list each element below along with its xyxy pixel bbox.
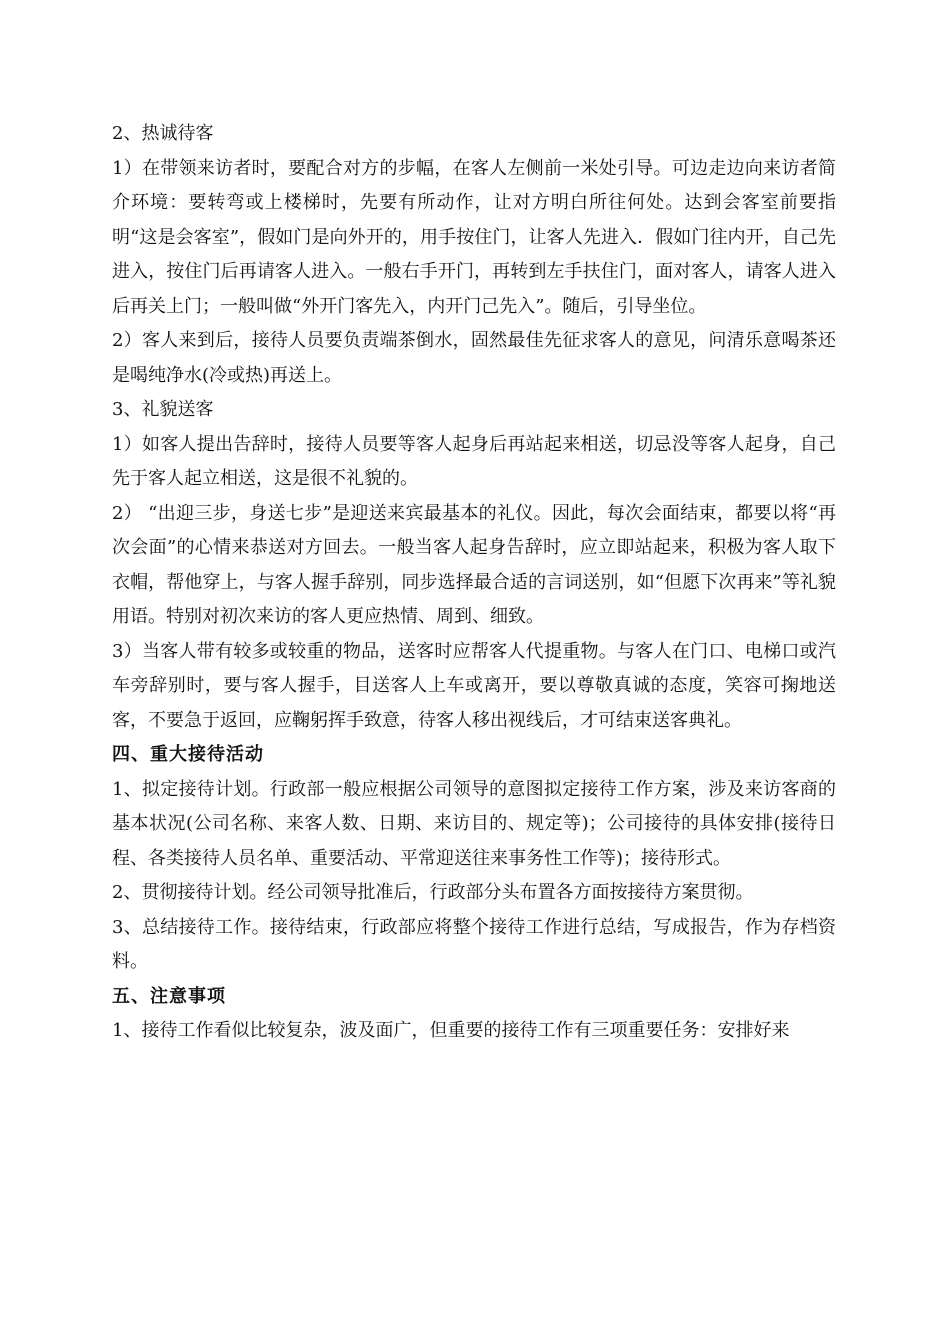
paragraph-summarize-work: 3、总结接待工作。接待结束，行政部应将整个接待工作进行总结，写成报告，作为存档资料。 bbox=[112, 916, 836, 972]
section-heading-notes: 五、注意事项 bbox=[112, 985, 226, 1007]
paragraph-serving-tea: 2）客人来到后，接待人员要负责端茶倒水，固然最佳先征求客人的意见，问清乐意喝茶还是喝纯净水(冷或热)再送上。 bbox=[112, 330, 836, 386]
paragraph-seven-steps: 2） “出迎三步，身送七步”是迎送来宾最基本的礼仪。因此，每次会面结束，都要以将“再次会面”的心情来恭送对方回去。一般当客人起身告辞时，应立即站起来，积极为客人取下衣帽，帮他穿上，与客人握手辞别，同步选择最合适的言词送别，如“但愿下次再来”等礼貌用语。特别对初次来访的客人更应热情、周到、细致。 bbox=[112, 502, 836, 627]
section-heading-polite-farewell: 3、礼貌送客 bbox=[112, 399, 214, 420]
paragraph-carry-belongings: 3）当客人带有较多或较重的物品，送客时应帮客人代提重物。与客人在门口、电梯口或汽车旁辞别时，要与客人握手，目送客人上车或离开，要以尊敬真诚的态度，笑容可掬地送客，不要急于返回，应鞠躬挥手致意，待客人移出视线后，才可结束送客典礼。 bbox=[112, 640, 836, 731]
paragraph-guiding-visitors: 1）在带领来访者时，要配合对方的步幅，在客人左侧前一米处引导。可边走边向来访者简介环境：要转弯或上楼梯时，先要有所动作，让对方明白所往何处。达到会客室前要指明“这是会客室”，假如门是向外开的，用手按住门，让客人先进入．假如门往内开，自己先进入，按住门后再请客人进入。一般右手开门，再转到左手扶住门，面对客人，请客人进入后再关上门；一般叫做“外开门客先入，内开门己先入”。随后，引导坐位。 bbox=[112, 157, 836, 317]
paragraph-three-tasks: 1、接待工作看似比较复杂，波及面广，但重要的接待工作有三项重要任务：安排好来 bbox=[112, 1020, 790, 1041]
document-page bbox=[112, 117, 836, 1049]
paragraph-standing-to-see-off: 1）如客人提出告辞时，接待人员要等客人起身后再站起来相送，切忌没等客人起身，自己先于客人起立相送，这是很不礼貌的。 bbox=[112, 433, 836, 489]
paragraph-implement-plan: 2、贯彻接待计划。经公司领导批准后，行政部分头布置各方面按接待方案贯彻。 bbox=[112, 882, 754, 903]
paragraph-draft-plan: 1、拟定接待计划。行政部一般应根据公司领导的意图拟定接待工作方案，涉及来访客商的基本状况(公司名称、来客人数、日期、来访目的、规定等)；公司接待的具体安排(接待日程、各类接待人员名单、重要活动、平常迎送往来事务性工作等)；接待形式。 bbox=[112, 778, 836, 869]
section-heading-warm-reception: 2、热诚待客 bbox=[112, 123, 214, 144]
section-heading-major-reception: 四、重大接待活动 bbox=[112, 744, 264, 765]
